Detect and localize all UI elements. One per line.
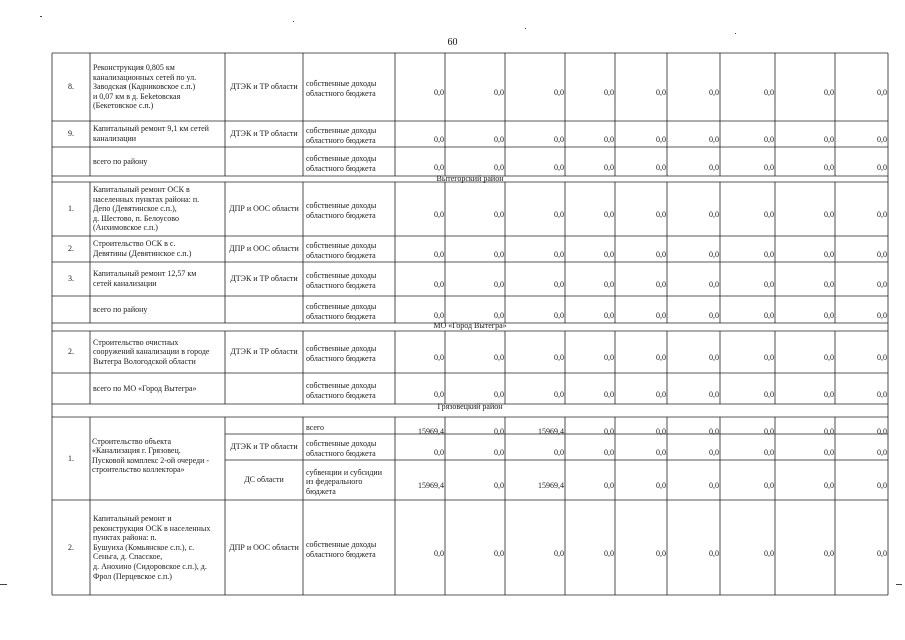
value-cell: 0,0 <box>709 250 719 259</box>
value-cell: 0,0 <box>709 280 719 289</box>
value-cell: 0,0 <box>434 548 444 558</box>
measure-name: канализации <box>93 134 137 143</box>
measure-name: канализационных сетей по ул. <box>93 72 197 82</box>
value-cell: 0,0 <box>554 448 564 457</box>
measure-name: Капитальный ремонт и <box>93 513 172 523</box>
funding-source: собственные доходы <box>306 539 377 549</box>
measure-name: Сеньга, д. Спасское, <box>93 552 163 562</box>
funding-source: собственные доходы <box>306 344 377 354</box>
measure-name: пунктах района: п. <box>93 533 157 543</box>
value-cell: 0,0 <box>494 250 504 259</box>
value-cell: 0,0 <box>554 353 564 362</box>
value-cell: 0,0 <box>824 135 834 144</box>
funding-source: собственные доходы <box>306 126 377 136</box>
funding-source: областного бюджета <box>306 136 376 145</box>
value-cell: 0,0 <box>656 548 666 558</box>
funding-source: бюджета <box>306 486 336 496</box>
value-cell: 0,0 <box>604 310 614 320</box>
measure-name: и 0,07 км в д. Беketовская <box>93 91 181 101</box>
value-cell: 0,0 <box>434 310 444 320</box>
measure-name: (Бекетовское с.п.) <box>93 101 154 111</box>
funding-source: областного бюджета <box>306 311 376 321</box>
value-cell: 0,0 <box>764 481 774 490</box>
row-number: 1. <box>68 453 74 463</box>
value-cell: 0,0 <box>494 310 504 320</box>
funding-source: областного бюджета <box>306 549 376 559</box>
funding-source: собственные доходы <box>306 201 377 211</box>
value-cell: 0,0 <box>604 448 614 457</box>
value-cell: 0,0 <box>709 548 719 558</box>
value-cell: 0,0 <box>764 210 774 219</box>
value-cell: 15969,4 <box>538 426 564 436</box>
page-number: 60 <box>447 37 458 48</box>
executor: ДС области <box>244 475 284 484</box>
value-cell: 0,0 <box>494 353 504 362</box>
value-cell: 0,0 <box>709 88 719 97</box>
measure-name: Пусковой комплекс 2-ой очереди - <box>92 455 210 465</box>
value-cell: 0,0 <box>434 162 444 172</box>
measure-name: строительство коллектора» <box>92 465 185 475</box>
value-cell: 0,0 <box>877 389 887 399</box>
value-cell: 0,0 <box>877 426 887 436</box>
measure-name: сооружений канализации в городе <box>93 347 210 357</box>
value-cell: 0,0 <box>494 280 504 289</box>
value-cell: 0,0 <box>877 481 887 490</box>
value-cell: 0,0 <box>656 135 666 144</box>
value-cell: 0,0 <box>656 481 666 490</box>
funding-source: собственные доходы <box>306 301 377 311</box>
value-cell: 0,0 <box>824 353 834 362</box>
scan-mark <box>293 21 294 22</box>
funding-source: областного бюджета <box>306 390 376 400</box>
value-cell: 0,0 <box>554 135 564 144</box>
value-cell: 0,0 <box>656 88 666 97</box>
value-cell: 0,0 <box>824 310 834 320</box>
value-cell: 15969,4 <box>418 426 444 436</box>
value-cell: 0,0 <box>656 426 666 436</box>
value-cell: 0,0 <box>824 548 834 558</box>
measure-name: Строительство очистных <box>93 337 179 347</box>
measure-name: Строительство ОСК в с. <box>93 239 176 249</box>
value-cell: 0,0 <box>877 88 887 97</box>
value-cell: 0,0 <box>709 210 719 219</box>
value-cell: 0,0 <box>824 426 834 436</box>
row-number: 8. <box>68 82 74 91</box>
value-cell: 0,0 <box>824 448 834 457</box>
funding-source: собственные доходы <box>306 271 377 281</box>
value-cell: 0,0 <box>877 310 887 320</box>
measure-name: Вытегра Вологодской области <box>93 356 196 366</box>
row-number: 2. <box>68 347 74 356</box>
funding-source: областного бюджета <box>306 281 376 290</box>
measure-name: населенных пунктах района: п. <box>93 194 200 204</box>
value-cell: 0,0 <box>494 88 504 97</box>
value-cell: 0,0 <box>604 353 614 362</box>
value-cell: 0,0 <box>494 548 504 558</box>
funding-source: субвенции и субсидии <box>306 467 382 477</box>
funding-source: собственные доходы <box>306 153 377 163</box>
measure-name: «Канализация г. Грязовец. <box>92 446 181 456</box>
value-cell: 0,0 <box>764 353 774 362</box>
value-cell: 0,0 <box>656 389 666 399</box>
funding-source: из федерального <box>306 477 363 487</box>
value-cell: 0,0 <box>604 88 614 97</box>
measure-name: сетей канализации <box>93 279 157 288</box>
measure-name: Строительство объекта <box>92 436 172 446</box>
funding-source: областного бюджета <box>306 211 376 220</box>
value-cell: 0,0 <box>709 389 719 399</box>
value-cell: 0,0 <box>554 389 564 399</box>
measure-name: Фрол (Перцевское с.п.) <box>93 571 172 581</box>
value-cell: 15969,4 <box>538 481 564 490</box>
executor: ДТЭК и ТР области <box>230 82 298 91</box>
measure-name: Капитальный ремонт 9,1 км сетей <box>93 124 209 134</box>
funding-source: собственные доходы <box>306 380 377 390</box>
value-cell: 0,0 <box>604 481 614 490</box>
value-cell: 15969,4 <box>418 481 444 490</box>
funding-source: областного бюджета <box>306 89 376 98</box>
value-cell: 0,0 <box>554 250 564 259</box>
value-cell: 0,0 <box>554 88 564 97</box>
funding-source: собственные доходы <box>306 79 377 89</box>
measure-name: всего по МО «Город Вытегра» <box>93 383 197 393</box>
value-cell: 0,0 <box>764 426 774 436</box>
value-cell: 0,0 <box>604 389 614 399</box>
funding-source: всего <box>306 422 325 432</box>
value-cell: 0,0 <box>764 162 774 172</box>
value-cell: 0,0 <box>764 88 774 97</box>
value-cell: 0,0 <box>494 135 504 144</box>
measure-name: Заводская (Кадниковское с.п.) <box>93 82 196 92</box>
funding-source: областного бюджета <box>306 354 376 363</box>
value-cell: 0,0 <box>764 310 774 320</box>
measure-name: д. Шестово, п. Белоусово <box>93 213 179 223</box>
executor: ДТЭК и ТР области <box>230 129 298 138</box>
value-cell: 0,0 <box>709 448 719 457</box>
value-cell: 0,0 <box>709 481 719 490</box>
value-cell: 0,0 <box>877 280 887 289</box>
value-cell: 0,0 <box>434 280 444 289</box>
value-cell: 0,0 <box>824 88 834 97</box>
funding-source: собственные доходы <box>306 439 377 449</box>
value-cell: 0,0 <box>764 280 774 289</box>
value-cell: 0,0 <box>877 250 887 259</box>
measure-name: реконструкция ОСК в населенных <box>93 523 211 533</box>
value-cell: 0,0 <box>824 280 834 289</box>
measure-name: всего по району <box>93 304 148 314</box>
scan-mark <box>0 584 7 585</box>
value-cell: 0,0 <box>877 210 887 219</box>
section-heading: Вытегорский район <box>436 174 504 183</box>
scan-mark <box>735 33 736 34</box>
value-cell: 0,0 <box>554 280 564 289</box>
section-heading: МО «Город Вытегра» <box>433 321 507 330</box>
funding-source: собственные доходы <box>306 241 377 251</box>
value-cell: 0,0 <box>656 310 666 320</box>
executor: ДТЭК и ТР области <box>230 347 298 356</box>
value-cell: 0,0 <box>877 448 887 457</box>
value-cell: 0,0 <box>709 426 719 436</box>
value-cell: 0,0 <box>494 389 504 399</box>
value-cell: 0,0 <box>494 426 504 436</box>
value-cell: 0,0 <box>494 162 504 172</box>
value-cell: 0,0 <box>604 250 614 259</box>
value-cell: 0,0 <box>877 353 887 362</box>
scan-mark <box>40 16 42 17</box>
funding-source: областного бюджета <box>306 163 376 173</box>
value-cell: 0,0 <box>554 310 564 320</box>
row-number: 1. <box>68 204 74 213</box>
executor: ДТЭК и ТР области <box>230 274 298 283</box>
value-cell: 0,0 <box>494 210 504 219</box>
value-cell: 0,0 <box>656 280 666 289</box>
value-cell: 0,0 <box>709 135 719 144</box>
value-cell: 0,0 <box>656 210 666 219</box>
value-cell: 0,0 <box>709 310 719 320</box>
value-cell: 0,0 <box>604 210 614 219</box>
value-cell: 0,0 <box>434 135 444 144</box>
value-cell: 0,0 <box>656 162 666 172</box>
value-cell: 0,0 <box>824 162 834 172</box>
value-cell: 0,0 <box>434 250 444 259</box>
measure-name: Депо (Девятинское с.п.), <box>93 204 177 214</box>
value-cell: 0,0 <box>554 210 564 219</box>
measure-name: Реконструкция 0,805 км <box>93 63 175 72</box>
executor: ДПР и ООС области <box>229 542 299 552</box>
scan-mark <box>525 28 526 29</box>
value-cell: 0,0 <box>877 135 887 144</box>
measure-name: всего по району <box>93 156 148 166</box>
value-cell: 0,0 <box>434 210 444 219</box>
value-cell: 0,0 <box>877 162 887 172</box>
measure-name: (Анхимовское с.п.) <box>93 223 158 233</box>
executor: ДПР и ООС области <box>229 204 299 213</box>
value-cell: 0,0 <box>604 426 614 436</box>
value-cell: 0,0 <box>709 162 719 172</box>
section-heading: Грязовецкий район <box>437 402 503 411</box>
measure-name: д. Анохино (Сидоровское с.п.), д. <box>93 561 207 571</box>
value-cell: 0,0 <box>554 548 564 558</box>
value-cell: 0,0 <box>764 135 774 144</box>
value-cell: 0,0 <box>434 389 444 399</box>
value-cell: 0,0 <box>764 389 774 399</box>
value-cell: 0,0 <box>877 548 887 558</box>
value-cell: 0,0 <box>764 448 774 457</box>
value-cell: 0,0 <box>604 280 614 289</box>
value-cell: 0,0 <box>709 353 719 362</box>
value-cell: 0,0 <box>494 448 504 457</box>
measure-name: Девятины (Девятинское с.п.) <box>93 249 192 258</box>
measure-name: Капитальный ремонт ОСК в <box>93 185 190 194</box>
measure-name: Капитальный ремонт 12,57 км <box>93 269 197 279</box>
row-number: 2. <box>68 244 74 253</box>
funding-source: областного бюджета <box>306 449 376 458</box>
value-cell: 0,0 <box>824 210 834 219</box>
value-cell: 0,0 <box>434 353 444 362</box>
value-cell: 0,0 <box>656 353 666 362</box>
value-cell: 0,0 <box>604 135 614 144</box>
value-cell: 0,0 <box>824 389 834 399</box>
row-number: 3. <box>68 274 74 283</box>
executor: ДПР и ООС области <box>229 244 299 253</box>
row-number: 2. <box>68 542 74 552</box>
scan-mark <box>896 584 902 585</box>
value-cell: 0,0 <box>656 448 666 457</box>
row-number: 9. <box>68 129 74 138</box>
value-cell: 0,0 <box>554 162 564 172</box>
executor: ДТЭК и ТР области <box>230 442 298 451</box>
funding-source: областного бюджета <box>306 251 376 260</box>
value-cell: 0,0 <box>764 250 774 259</box>
value-cell: 0,0 <box>604 548 614 558</box>
value-cell: 0,0 <box>764 548 774 558</box>
value-cell: 0,0 <box>434 88 444 97</box>
measure-name: Бушуиха (Комьянское с.п.), с. <box>93 542 195 552</box>
value-cell: 0,0 <box>494 481 504 490</box>
value-cell: 0,0 <box>604 162 614 172</box>
value-cell: 0,0 <box>434 448 444 457</box>
value-cell: 0,0 <box>656 250 666 259</box>
value-cell: 0,0 <box>824 250 834 259</box>
value-cell: 0,0 <box>824 481 834 490</box>
